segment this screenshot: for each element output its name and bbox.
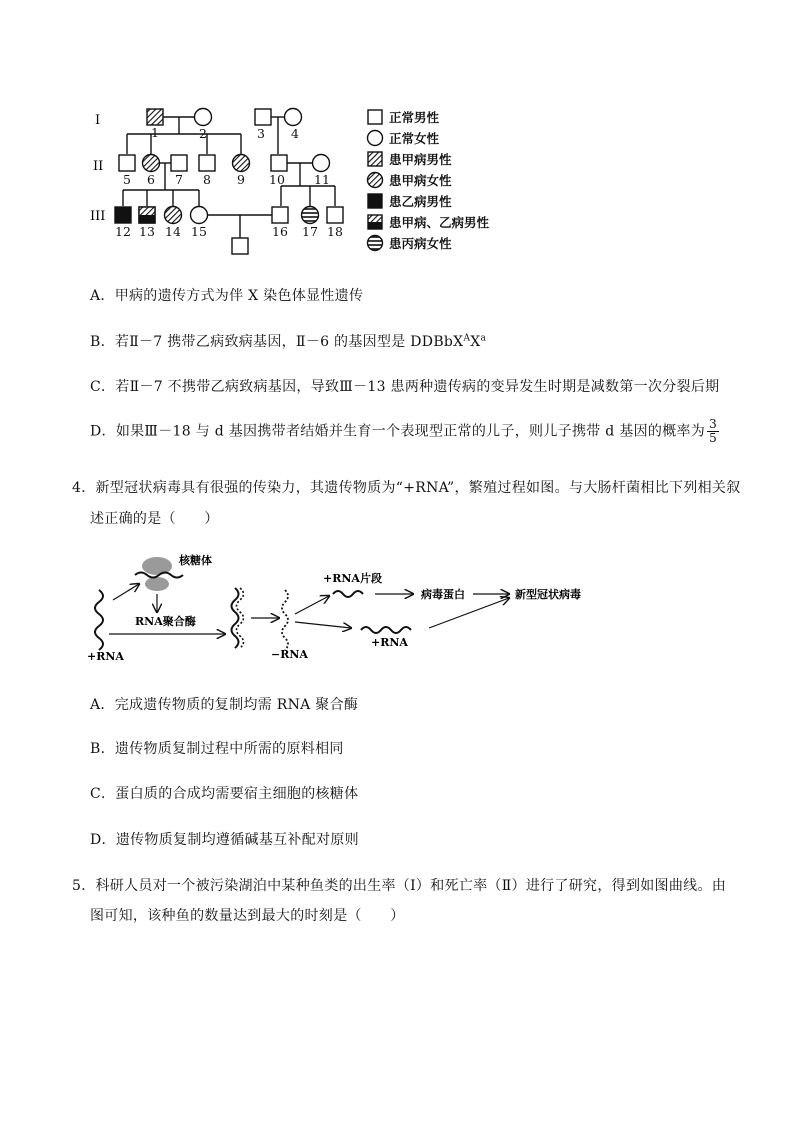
legend-label-a-female: 患甲病女性 [389,173,452,188]
legend-symbol-b-male [368,194,382,208]
label-16: 16 [272,224,288,239]
label-9: 9 [237,172,245,187]
label-plus-rna-right: +RNA [371,636,408,649]
plus-rna-strand-right [361,627,411,633]
q3-option-b-text: B．若Ⅱ－7 携带乙病致病基因，Ⅱ－6 的基因型是 DDBbX [90,334,464,350]
q3-option-b-sup1: A [463,333,471,344]
legend-label-c-female: 患丙病女性 [389,236,452,251]
individual-8 [199,155,215,171]
q3-option-b-x: X [470,334,481,350]
individual-4 [285,109,302,126]
individual-17 [302,207,319,224]
label-5: 5 [123,172,131,187]
label-minus-rna: −RNA [271,648,308,661]
legend-label-normal-male: 正常男性 [389,110,440,125]
label-virus-protein: 病毒蛋白 [421,588,465,601]
individual-10 [271,155,287,171]
individual-15 [191,207,208,224]
legend-symbol-normal-female [368,131,383,146]
q3-option-b-sup2: a [480,333,487,344]
gen-label-1: I [95,113,101,128]
legend-symbol-a-female [368,173,383,188]
legend-label-a-male: 患甲病男性 [389,152,452,167]
individual-16 [272,207,288,223]
label-rna-fragment: +RNA片段 [323,572,382,585]
individual-1 [147,109,163,125]
q3-option-c: C．若Ⅱ－7 不携带乙病致病基因，导致Ⅲ－13 患两种遗传病的变异发生时期是减数第一次分裂后期 [90,379,720,395]
label-11: 11 [314,172,330,187]
q3-option-d [90,418,719,445]
label-18: 18 [327,224,343,239]
label-8: 8 [203,172,211,187]
label-6: 6 [147,172,155,187]
q4-stem-line1: 4．新型冠状病毒具有很强的传染力，其遗传物质为“+RNA”，繁殖过程如图。与大肠杆菌相比下列相关叙 [72,480,741,496]
individual-5 [119,155,135,171]
label-new-virus: 新型冠状病毒 [515,588,581,601]
legend-symbol-c-female [368,236,383,251]
q4-option-c: C．蛋白质的合成均需要宿主细胞的核糖体 [90,786,359,802]
plus-rna-strand-left [95,590,103,650]
q3-option-a: A．甲病的遗传方式为伴 X 染色体显性遗传 [90,288,364,304]
individual-11 [313,155,330,172]
label-13: 13 [139,224,155,239]
fraction-numerator: 3 [709,417,718,431]
legend-label-ab-male: 患甲病、乙病男性 [389,215,490,230]
individual-9 [233,155,250,172]
label-ribosome: 核糖体 [179,554,212,567]
fraction-denominator: 5 [709,431,718,445]
legend-label-b-male: 患乙病男性 [389,194,452,209]
double-strand-rna [232,588,244,648]
pedigree-figure [85,100,515,260]
label-14: 14 [165,224,181,239]
q3-option-b [90,331,486,351]
individual-12 [115,207,131,223]
individual-14 [165,207,182,224]
q5-stem-line1: 5．科研人员对一个被污染湖泊中某种鱼类的出生率（Ⅰ）和死亡率（Ⅱ）进行了研究，得到如图曲线。由 [72,878,727,894]
gen-label-2: II [93,159,104,174]
virus-replication-figure [85,550,615,670]
fraction-3-5 [707,418,719,445]
legend-symbol-a-male [368,152,382,166]
individual-7 [171,155,187,171]
q4-option-a: A．完成遗传物质的复制均需 RNA 聚合酶 [90,697,359,713]
q4-stem-line2: 述正确的是（ ） [90,511,219,527]
label-2: 2 [199,126,207,141]
gen-label-3: III [90,209,106,224]
label-10: 10 [269,172,285,187]
label-1: 1 [151,125,159,140]
label-17: 17 [302,224,318,239]
label-3: 3 [257,126,265,141]
individual-6 [143,155,160,172]
individual-18 [327,207,343,223]
individual-child [232,238,248,254]
ribosome-icon [135,557,183,591]
label-15: 15 [191,224,207,239]
rna-fragment-strand [333,591,363,597]
label-12: 12 [115,224,131,239]
q4-option-b: B．遗传物质复制过程中所需的原料相同 [90,741,344,757]
legend-label-normal-female: 正常女性 [389,131,440,146]
legend-symbol-normal-male [368,110,382,124]
q4-option-d: D．遗传物质复制均遵循碱基互补配对原则 [90,832,359,848]
label-7: 7 [175,172,183,187]
individual-2 [195,109,212,126]
individual-3 [255,109,271,125]
q5-stem-line2: 图可知，该种鱼的数量达到最大的时刻是（ ） [90,908,405,924]
label-rna-polymerase: RNA聚合酶 [135,615,196,628]
q3-option-d-text: D．如果Ⅲ－18 与 d 基因携带者结婚并生育一个表现型正常的儿子，则儿子携带 d 基因的概率为 [90,423,706,440]
minus-rna-strand [282,590,288,650]
label-plus-rna-left: +RNA [87,650,124,663]
label-4: 4 [291,126,299,141]
legend-symbol-ab-male [368,215,382,229]
